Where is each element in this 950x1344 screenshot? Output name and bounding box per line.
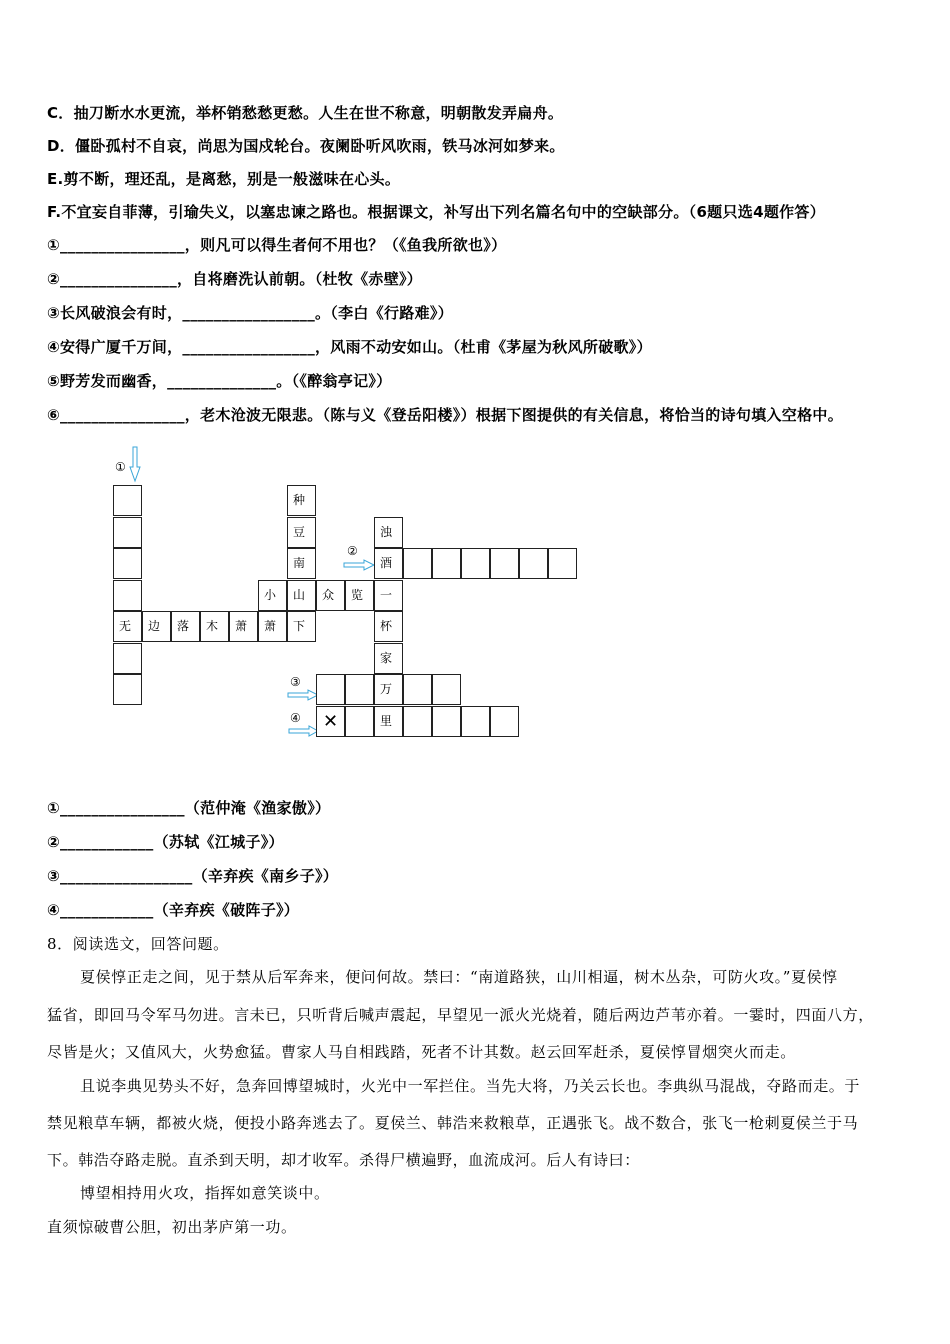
marker-4: ④ — [290, 711, 301, 725]
fill-item-3: ③长风破浪会有时，_________________。（李白《行路难》） — [47, 304, 454, 322]
option-c: C．抽刀断水水更流，举杯销愁愁更愁。人生在世不称意，明朝散发弄扁舟。 — [47, 104, 564, 122]
crossword-cell-blank[interactable] — [113, 643, 142, 674]
answer-4: ④____________（辛弃疾《破阵子》） — [47, 901, 300, 919]
crossword-cell-blank[interactable] — [345, 706, 374, 737]
crossword-cell-filled: 一 — [374, 580, 403, 611]
crossword-cell-filled: 酒 — [374, 548, 403, 579]
crossword-cell-filled: 南 — [287, 548, 316, 579]
arrow-down-icon — [130, 447, 140, 481]
passage-line: 且说李典见势头不好，急奔回博望城时，火光中一军拦住。当先大将，乃关云长也。李典纵马混战，夺路而走。于 — [80, 1077, 861, 1095]
crossword-cell-filled: 落 — [171, 611, 200, 642]
answer-1: ①________________（范仲淹《渔家傲》） — [47, 799, 331, 817]
crossword-cell-blank[interactable] — [113, 548, 142, 579]
marker-1: ① — [115, 460, 126, 474]
crossword-cell-filled: 杯 — [374, 611, 403, 642]
option-f: F.不宜妄自菲薄，引瑜失义，以塞忠谏之路也。根据课文，补写出下列名篇名句中的空缺部分。（6题只选4题作答） — [47, 203, 826, 221]
passage-line: 猛省，即回马令军马勿进。言未已，只听背后喊声震起，早望见一派火光烧着，随后两边芦苇亦着。一霎时，四面八方， — [47, 1006, 874, 1024]
passage-line: 尽皆是火；又值风大，火势愈猛。曹家人马自相践踏，死者不计其数。赵云回军赶杀，夏侯惇冒烟突火而走。 — [47, 1043, 796, 1061]
passage-line: 夏侯惇正走之间，见于禁从后军奔来，便问何故。禁曰：“南道路狭，山川相逼，树木丛杂，可防火攻。”夏侯惇 — [80, 968, 838, 986]
crossword-cell-blank[interactable] — [403, 548, 432, 579]
crossword-cell-filled: 木 — [200, 611, 229, 642]
crossword-cell-blank[interactable] — [490, 706, 519, 737]
arrow-right-icon — [289, 726, 318, 736]
crossword-cell-filled: 萧 — [258, 611, 287, 642]
crossword-cell-filled: 里 — [374, 706, 403, 737]
crossword-cell-filled: 萧 — [229, 611, 258, 642]
crossword-cell-blank[interactable] — [490, 548, 519, 579]
crossword-cell-blank[interactable] — [403, 706, 432, 737]
crossword-cell-blank[interactable] — [432, 706, 461, 737]
crossword-cell-filled: 边 — [142, 611, 171, 642]
passage-line: 下。韩浩夺路走脱。直杀到天明，却才收军。杀得尸横遍野，血流成河。后人有诗曰： — [47, 1151, 640, 1169]
crossword-cell-blank[interactable] — [461, 706, 490, 737]
crossword-cell-blank[interactable] — [113, 485, 142, 516]
fill-item-6: ⑥________________，老木沧波无限悲。（陈与义《登岳阳楼》）根据下图提供的有关信息，将恰当的诗句填入空格中。 — [47, 406, 844, 424]
answer-3: ③_________________（辛弃疾《南乡子》） — [47, 867, 339, 885]
fill-item-4: ④安得广厦千万间，_________________，风雨不动安如山。（杜甫《茅屋为秋风所破歌》） — [47, 338, 652, 356]
crossword-cell-blank[interactable] — [519, 548, 548, 579]
arrow-right-icon — [288, 690, 318, 700]
passage-line: 禁见粮草车辆，都被火烧，便投小路奔逃去了。夏侯兰、韩浩来救粮草，正遇张飞。战不数合，张飞一枪刺夏侯兰于马 — [47, 1114, 859, 1132]
crossword-cell-blank[interactable] — [316, 674, 345, 705]
arrow-right-icon — [344, 560, 374, 570]
answer-2: ②____________（苏轼《江城子》） — [47, 833, 284, 851]
question-8-title: 8．阅读选文，回答问题。 — [47, 935, 229, 953]
crossword-cell-filled: 万 — [374, 674, 403, 705]
crossword-cell-filled: 豆 — [287, 517, 316, 548]
crossword-cell-blank[interactable] — [113, 674, 142, 705]
fill-item-2: ②_______________，自将磨洗认前朝。（杜牧《赤壁》） — [47, 270, 423, 288]
crossword-cell-filled: 众 — [316, 580, 345, 611]
crossword-cell-blank[interactable] — [113, 517, 142, 548]
crossword-cell-blank[interactable] — [113, 580, 142, 611]
crossword-cell-filled: 无 — [113, 611, 142, 642]
option-e: E.剪不断，理还乱，是离愁，别是一般滋味在心头。 — [47, 170, 401, 188]
crossword-cell-filled: 家 — [374, 643, 403, 674]
fill-item-1: ①________________，则凡可以得生者何不用也？（《鱼我所欲也》） — [47, 236, 507, 254]
crossword-cell-blank[interactable] — [345, 674, 374, 705]
crossword-cell-filled: 浊 — [374, 517, 403, 548]
crossword-cell-filled: 小 — [258, 580, 287, 611]
crossword-cell-filled: 山 — [287, 580, 316, 611]
crossword-cell-blank[interactable] — [461, 548, 490, 579]
crossword-cell-blank[interactable] — [548, 548, 577, 579]
cross-mark-icon: ✕ — [316, 706, 345, 737]
crossword-cell-filled: 下 — [287, 611, 316, 642]
option-d: D．僵卧孤村不自哀，尚思为国戍轮台。夜阑卧听风吹雨，铁马冰河如梦来。 — [47, 137, 565, 155]
crossword-cell-filled: 览 — [345, 580, 374, 611]
crossword-cell-blank[interactable] — [432, 674, 461, 705]
marker-2: ② — [347, 544, 358, 558]
marker-3: ③ — [290, 675, 301, 689]
crossword-cell-filled: 种 — [287, 485, 316, 516]
poem-line: 博望相持用火攻，指挥如意笑谈中。 — [80, 1184, 330, 1202]
poem-line: 直须惊破曹公胆，初出茅庐第一功。 — [47, 1218, 297, 1236]
crossword-cell-blank[interactable] — [403, 674, 432, 705]
fill-item-5: ⑤野芳发而幽香，______________。（《醉翁亭记》） — [47, 372, 392, 390]
crossword-cell-blank[interactable] — [432, 548, 461, 579]
